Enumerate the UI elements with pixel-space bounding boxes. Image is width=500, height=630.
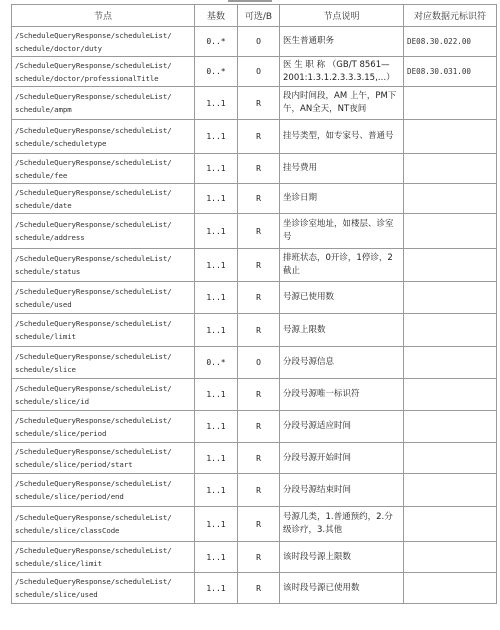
node-path-line: schedule/slice — [15, 364, 76, 374]
node-path-cell — [12, 314, 195, 347]
node-path-line: /ScheduleQueryResponse/scheduleList/ — [15, 351, 172, 361]
data-element-id-cell — [404, 184, 497, 214]
node-path-line: /ScheduleQueryResponse/scheduleList/ — [15, 60, 172, 70]
data-element-id-cell — [404, 282, 497, 314]
description-cell: 医 生 职 称 （GB/T 8561—2001:1.3.1.2.3.3.3.15,…） — [280, 57, 404, 87]
node-path-line: /ScheduleQueryResponse/scheduleList/ — [15, 220, 172, 229]
table-row — [12, 120, 497, 154]
node-path-cell — [12, 249, 195, 282]
cardinality-cell: 1..1 — [195, 214, 238, 249]
required-cell: R — [238, 507, 280, 542]
node-path-line: schedule/slice/period — [15, 428, 107, 438]
header-row — [12, 5, 497, 27]
node-path-cell — [12, 443, 195, 474]
node-path-line: schedule/slice/used — [15, 590, 98, 599]
required-cell: R — [238, 573, 280, 604]
required-cell: O — [238, 27, 280, 57]
cardinality-cell: 1..1 — [195, 87, 238, 120]
cardinality-cell: 1..1 — [195, 507, 238, 542]
cardinality-cell: 1..1 — [195, 249, 238, 282]
node-path-line: schedule/address — [15, 233, 85, 242]
node-path-line: schedule/limit — [15, 332, 76, 341]
node-path-line: /ScheduleQueryResponse/scheduleList/ — [15, 546, 172, 555]
data-element-id-cell — [404, 120, 497, 154]
required-cell: R — [238, 443, 280, 474]
table-row — [12, 249, 497, 282]
node-path-cell — [12, 507, 195, 542]
table-row — [12, 57, 497, 87]
required-cell: R — [238, 282, 280, 314]
data-element-id-cell — [404, 507, 497, 542]
description-cell: 号源上限数 — [280, 314, 404, 347]
node-path-line: schedule/slice/period/end — [15, 492, 124, 501]
header-description: 节点说明 — [280, 5, 404, 27]
data-element-id-cell — [404, 87, 497, 120]
node-path-cell — [12, 120, 195, 154]
required-cell: R — [238, 542, 280, 573]
cardinality-cell: 1..1 — [195, 314, 238, 347]
table-row — [12, 542, 497, 573]
node-path-line: /ScheduleQueryResponse/scheduleList/ — [15, 319, 172, 328]
node-path-line: schedule/used — [15, 299, 72, 309]
node-path-line: schedule/doctor/professionalTitle — [15, 73, 159, 83]
cardinality-cell: 1..1 — [195, 379, 238, 411]
required-cell: O — [238, 57, 280, 87]
header-data-element-id: 对应数据元标识符 — [404, 5, 497, 27]
node-path-cell — [12, 214, 195, 249]
data-element-id-cell — [404, 443, 497, 474]
required-cell: R — [238, 214, 280, 249]
table-row — [12, 314, 497, 347]
table-row — [12, 379, 497, 411]
node-path-cell — [12, 184, 195, 214]
table-row — [12, 282, 497, 314]
description-cell: 段内时间段，AM 上午，PM下午，AN全天，NT夜间 — [280, 87, 404, 120]
node-path-line: schedule/scheduletype — [15, 138, 107, 148]
cardinality-cell: 1..1 — [195, 443, 238, 474]
required-cell: R — [238, 120, 280, 154]
node-path-line: /ScheduleQueryResponse/scheduleList/ — [15, 415, 172, 425]
node-path-cell — [12, 87, 195, 120]
description-cell: 分段号源信息 — [280, 347, 404, 379]
data-element-id-cell — [404, 411, 497, 443]
node-path-cell — [12, 573, 195, 604]
node-path-cell — [12, 282, 195, 314]
table-row — [12, 507, 497, 542]
node-path-cell — [12, 379, 195, 411]
description-cell: 分段号源适应时间 — [280, 411, 404, 443]
table-body — [12, 27, 497, 604]
data-element-id-cell — [404, 214, 497, 249]
table-row — [12, 347, 497, 379]
description-cell: 号源已使用数 — [280, 282, 404, 314]
data-element-id-cell — [404, 314, 497, 347]
table-row — [12, 214, 497, 249]
node-path-line: /ScheduleQueryResponse/scheduleList/ — [15, 157, 172, 167]
cardinality-cell: 1..1 — [195, 573, 238, 604]
node-path-line: schedule/date — [15, 200, 72, 210]
cardinality-cell: 1..1 — [195, 474, 238, 507]
node-path-cell — [12, 154, 195, 184]
header-required: 可选/B — [238, 5, 280, 27]
cardinality-cell: 1..1 — [195, 282, 238, 314]
node-path-line: schedule/slice/limit — [15, 559, 102, 568]
data-element-id-cell — [404, 154, 497, 184]
description-cell: 坐诊诊室地址，如楼层、诊室号 — [280, 214, 404, 249]
node-path-line: /ScheduleQueryResponse/scheduleList/ — [15, 92, 172, 101]
cardinality-cell: 1..1 — [195, 411, 238, 443]
description-cell: 分段号源结束时间 — [280, 474, 404, 507]
node-path-line: schedule/slice/period/start — [15, 460, 133, 469]
data-element-id-cell — [404, 379, 497, 411]
description-cell: 排班状态，0开诊，1停诊，2截止 — [280, 249, 404, 282]
cardinality-cell: 0..* — [195, 347, 238, 379]
header-cardinality: 基数 — [195, 5, 238, 27]
node-path-line: /ScheduleQueryResponse/scheduleList/ — [15, 577, 172, 586]
table-row — [12, 154, 497, 184]
node-path-cell — [12, 27, 195, 57]
cardinality-cell: 0..* — [195, 57, 238, 87]
data-element-id-cell — [404, 573, 497, 604]
data-element-id-cell — [404, 347, 497, 379]
node-path-line: schedule/slice/id — [15, 396, 89, 406]
node-path-line: schedule/ampm — [15, 105, 72, 114]
node-path-cell — [12, 542, 195, 573]
table-row — [12, 87, 497, 120]
required-cell: R — [238, 379, 280, 411]
required-cell: R — [238, 314, 280, 347]
description-cell: 号源几类，1.普通预约，2.分级诊疗，3.其他 — [280, 507, 404, 542]
cardinality-cell: 1..1 — [195, 184, 238, 214]
table-row — [12, 411, 497, 443]
schedule-response-table — [11, 4, 497, 604]
table-row — [12, 184, 497, 214]
node-path-line: /ScheduleQueryResponse/scheduleList/ — [15, 286, 172, 296]
cardinality-cell: 0..* — [195, 27, 238, 57]
required-cell: R — [238, 411, 280, 443]
required-cell: R — [238, 184, 280, 214]
table-row — [12, 27, 497, 57]
table-row — [12, 573, 497, 604]
required-cell: R — [238, 87, 280, 120]
node-path-line: schedule/doctor/duty — [15, 43, 102, 53]
description-cell: 医生普通职务 — [280, 27, 404, 57]
data-element-id-cell — [404, 249, 497, 282]
description-cell: 分段号源唯一标识符 — [280, 379, 404, 411]
required-cell: R — [238, 474, 280, 507]
node-path-line: /ScheduleQueryResponse/scheduleList/ — [15, 479, 172, 488]
node-path-line: schedule/status — [15, 267, 81, 276]
table-row — [12, 474, 497, 507]
data-element-id-cell — [404, 474, 497, 507]
description-cell: 挂号费用 — [280, 154, 404, 184]
node-path-line: /ScheduleQueryResponse/scheduleList/ — [15, 383, 172, 393]
header-node: 节点 — [12, 5, 195, 27]
node-path-line: /ScheduleQueryResponse/scheduleList/ — [15, 513, 172, 522]
node-path-line: /ScheduleQueryResponse/scheduleList/ — [15, 254, 172, 263]
required-cell: O — [238, 347, 280, 379]
node-path-line: /ScheduleQueryResponse/scheduleList/ — [15, 187, 172, 197]
node-path-cell — [12, 347, 195, 379]
required-cell: R — [238, 249, 280, 282]
node-path-cell — [12, 411, 195, 443]
description-cell: 坐诊日期 — [280, 184, 404, 214]
description-cell: 分段号源开始时间 — [280, 443, 404, 474]
required-cell: R — [238, 154, 280, 184]
data-element-id-cell: DE08.30.022.00 — [404, 27, 497, 57]
node-path-cell — [12, 57, 195, 87]
node-path-line: schedule/fee — [15, 170, 68, 180]
description-cell: 该时段号源上限数 — [280, 542, 404, 573]
data-element-id-cell — [404, 542, 497, 573]
description-cell: 挂号类型，如专家号、普通号 — [280, 120, 404, 154]
node-path-cell — [12, 474, 195, 507]
node-path-line: schedule/slice/classCode — [15, 526, 120, 535]
node-path-line: /ScheduleQueryResponse/scheduleList/ — [15, 30, 172, 40]
cardinality-cell: 1..1 — [195, 120, 238, 154]
data-element-id-cell: DE08.30.031.00 — [404, 57, 497, 87]
table-row — [12, 443, 497, 474]
node-path-line: /ScheduleQueryResponse/scheduleList/ — [15, 125, 172, 135]
cardinality-cell: 1..1 — [195, 542, 238, 573]
cardinality-cell: 1..1 — [195, 154, 238, 184]
description-cell: 该时段号源已使用数 — [280, 573, 404, 604]
node-path-line: /ScheduleQueryResponse/scheduleList/ — [15, 447, 172, 456]
